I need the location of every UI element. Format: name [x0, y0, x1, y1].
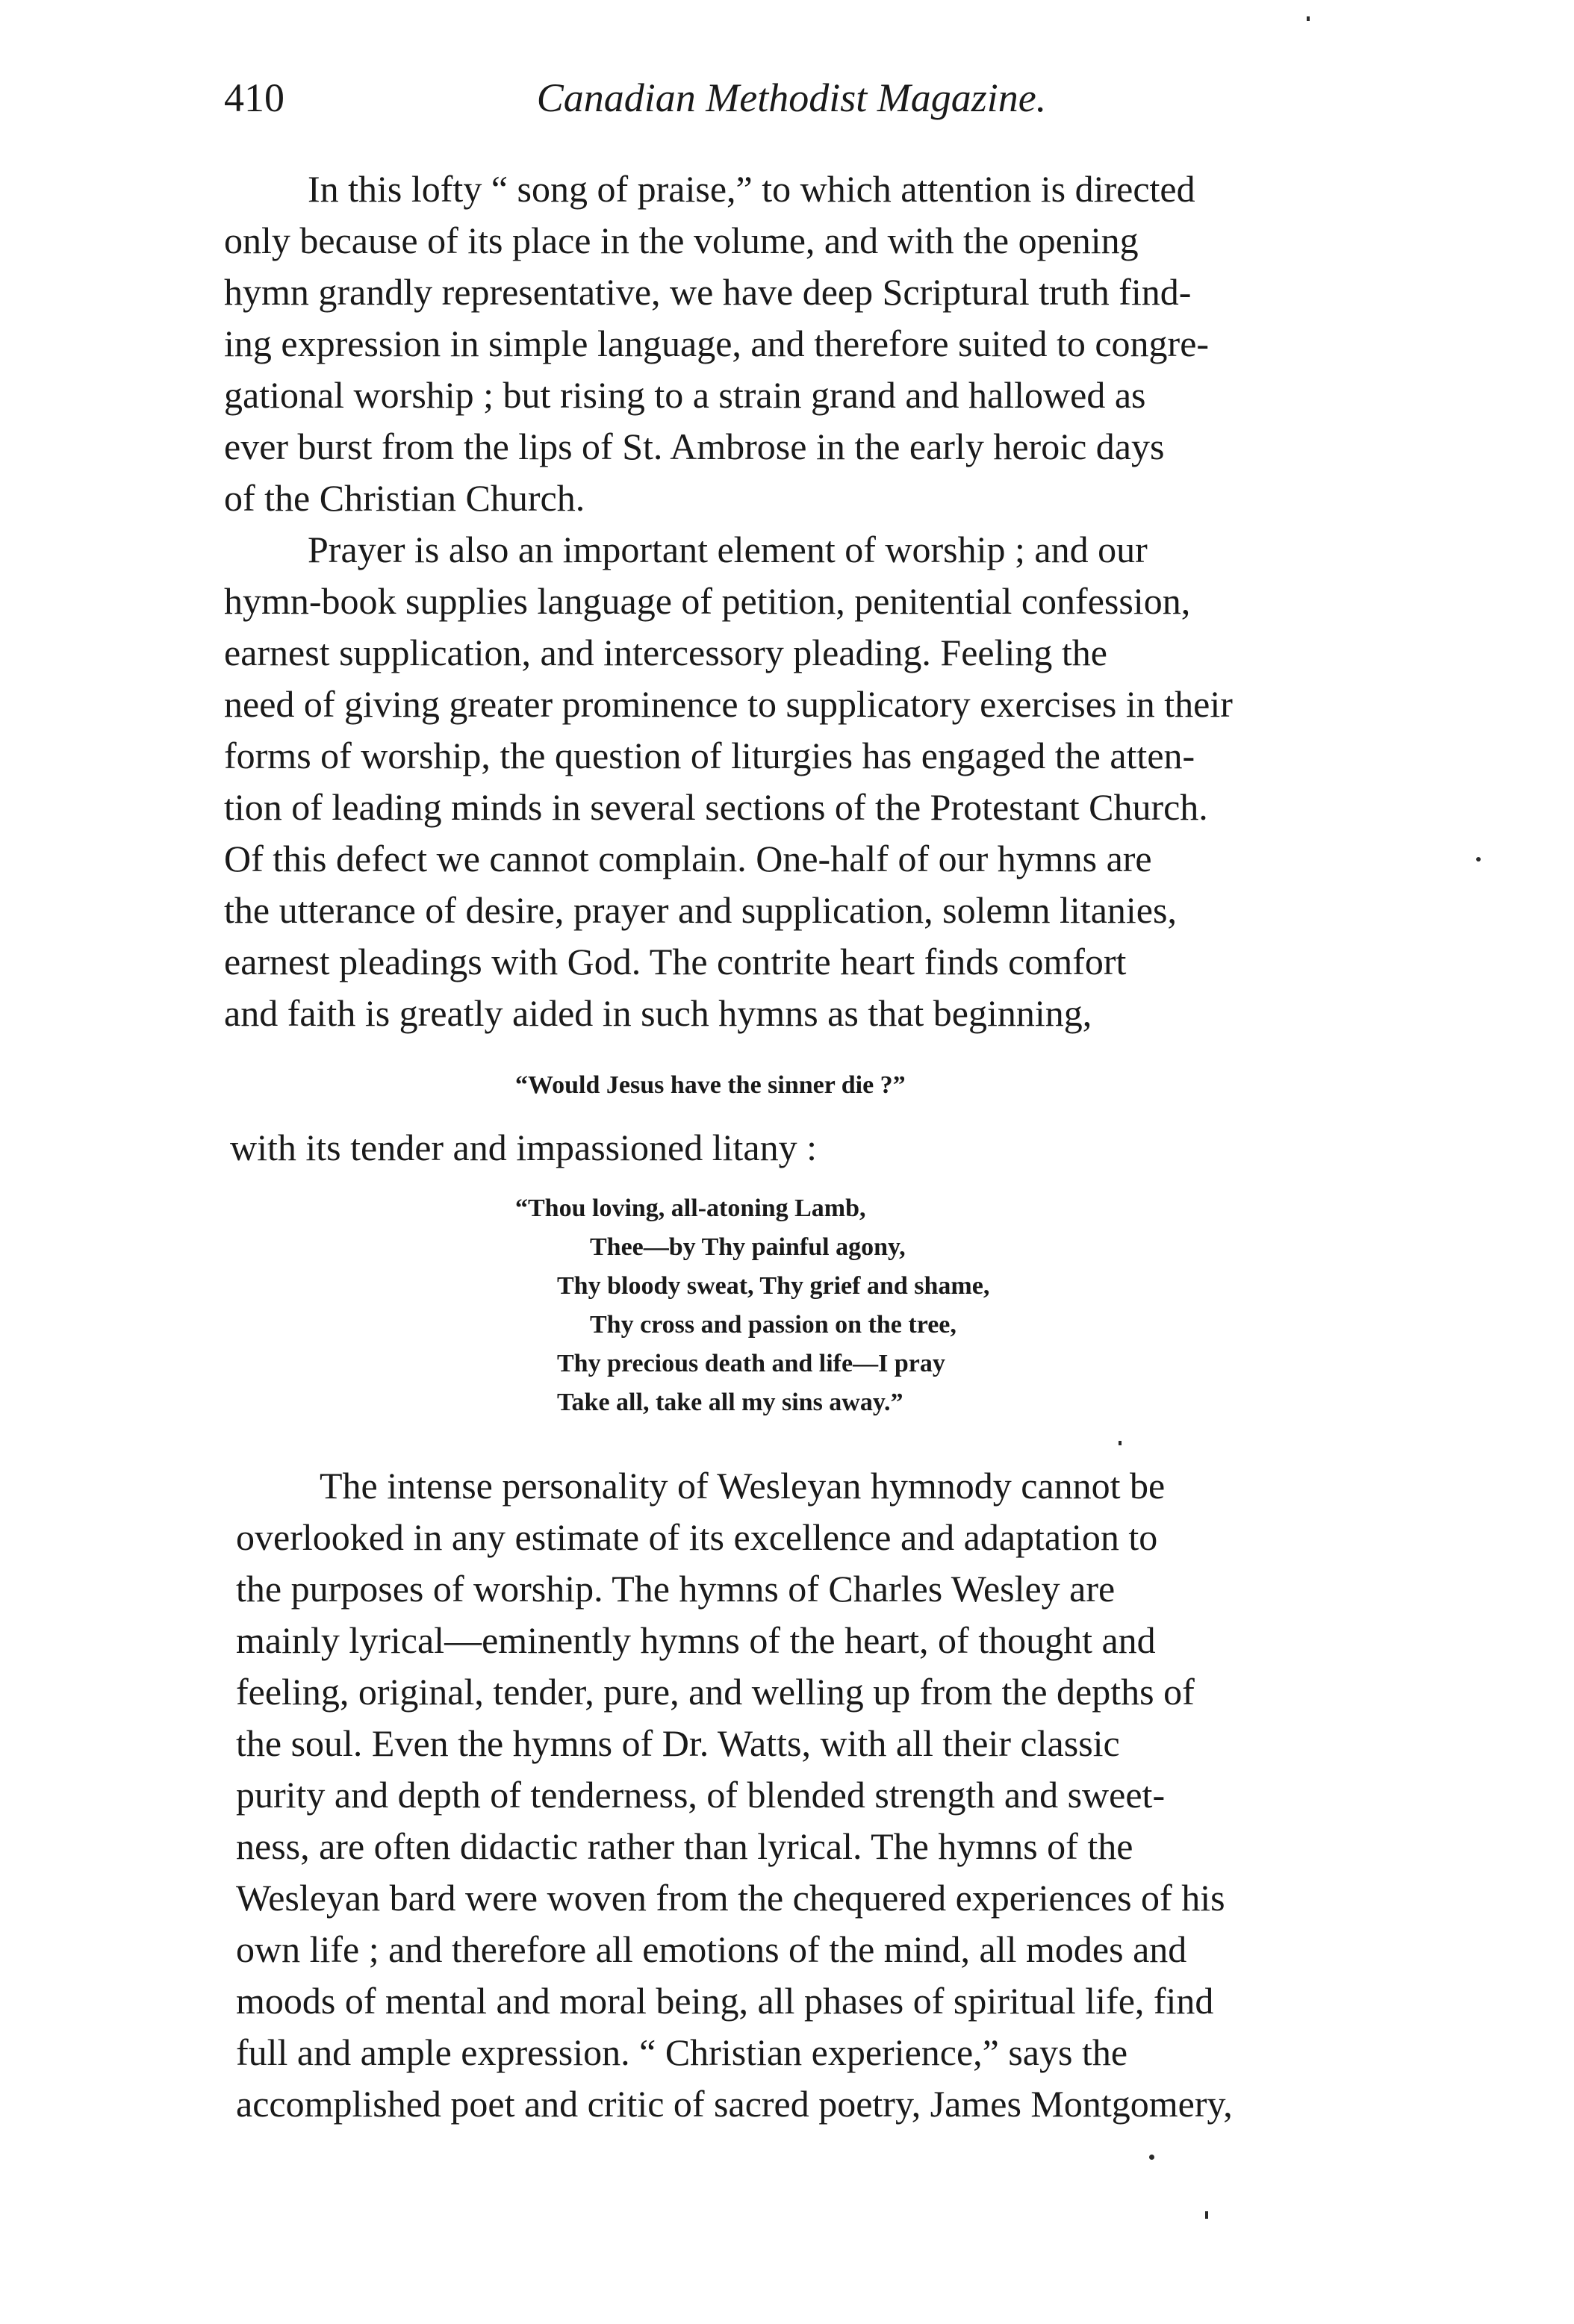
verse-line: Thee—by Thy painful agony,	[590, 1233, 906, 1261]
verse-line: “Thou loving, all-atoning Lamb,	[515, 1194, 866, 1222]
page-number: 410	[224, 75, 284, 120]
text-line: Wesleyan bard were woven from the chequered experiences of his	[236, 1877, 1225, 1919]
text-line: the utterance of desire, prayer and supplication, solemn litanies,	[224, 889, 1177, 931]
text-line: hymn grandly representative, we have deep Scriptural truth find-	[224, 271, 1192, 313]
text-line: the soul. Even the hymns of Dr. Watts, with all their classic	[236, 1722, 1120, 1764]
text-line: accomplished poet and critic of sacred poetry, James Montgomery,	[236, 2083, 1233, 2125]
text-line: earnest supplication, and intercessory pleading. Feeling the	[224, 632, 1107, 673]
verse-line: Thy cross and passion on the tree,	[590, 1311, 956, 1339]
text-line: need of giving greater prominence to supplicatory exercises in their	[224, 683, 1233, 725]
scan-speck	[1119, 1441, 1122, 1445]
text-line: own life ; and therefore all emotions of the mind, all modes and	[236, 1928, 1187, 1970]
text-line: forms of worship, the question of liturgies has engaged the atten-	[224, 735, 1195, 776]
text-line: Of this defect we cannot complain. One-half of our hymns are	[224, 838, 1152, 879]
verse-line: Thy bloody sweat, Thy grief and shame,	[557, 1272, 990, 1300]
text-line: gational worship ; but rising to a strain grand and hallowed as	[224, 374, 1146, 416]
text-line: and faith is greatly aided in such hymns as that beginning,	[224, 992, 1092, 1034]
text-line: ever burst from the lips of St. Ambrose in the early heroic days	[224, 426, 1165, 467]
running-title: Canadian Methodist Magazine.	[536, 75, 1047, 120]
quoted-first-line: “Would Jesus have the sinner die ?”	[515, 1071, 906, 1099]
text-line: of the Christian Church.	[224, 477, 585, 519]
text-line: hymn-book supplies language of petition, penitential confession,	[224, 580, 1191, 622]
transition-line: with its tender and impassioned litany :	[230, 1127, 817, 1168]
text-line: ness, are often didactic rather than lyrical. The hymns of the	[236, 1825, 1133, 1867]
text-line: mainly lyrical—eminently hymns of the heart, of thought and	[236, 1619, 1156, 1661]
text-line: full and ample expression. “ Christian experience,” says the	[236, 2031, 1128, 2073]
text-line: tion of leading minds in several sections of the Protestant Church.	[224, 786, 1208, 828]
text-line: The intense personality of Wesleyan hymnody cannot be	[320, 1465, 1166, 1507]
text-line: overlooked in any estimate of its excellence and adaptation to	[236, 1516, 1158, 1558]
scan-speck	[1149, 2155, 1154, 2160]
scan-speck	[1307, 16, 1310, 21]
text-line: moods of mental and moral being, all phases of spiritual life, find	[236, 1980, 1214, 2022]
verse-line: Thy precious death and life—I pray	[557, 1350, 945, 1377]
text-line: the purposes of worship. The hymns of Charles Wesley are	[236, 1568, 1116, 1610]
scan-speck	[1205, 2211, 1208, 2219]
text-line: feeling, original, tender, pure, and welling up from the depths of	[236, 1671, 1195, 1713]
text-line: In this lofty “ song of praise,” to which attention is directed	[308, 168, 1195, 210]
text-line: Prayer is also an important element of worship ; and our	[308, 529, 1148, 570]
text-line: ing expression in simple language, and therefore suited to congre-	[224, 323, 1210, 364]
text-line: earnest pleadings with God. The contrite heart finds comfort	[224, 941, 1127, 982]
page-header	[224, 75, 1419, 134]
text-line: purity and depth of tenderness, of blended strength and sweet-	[236, 1774, 1166, 1816]
verse-line: Take all, take all my sins away.”	[557, 1389, 903, 1416]
text-line: only because of its place in the volume, and with the opening	[224, 219, 1139, 261]
scan-speck	[1476, 857, 1481, 862]
